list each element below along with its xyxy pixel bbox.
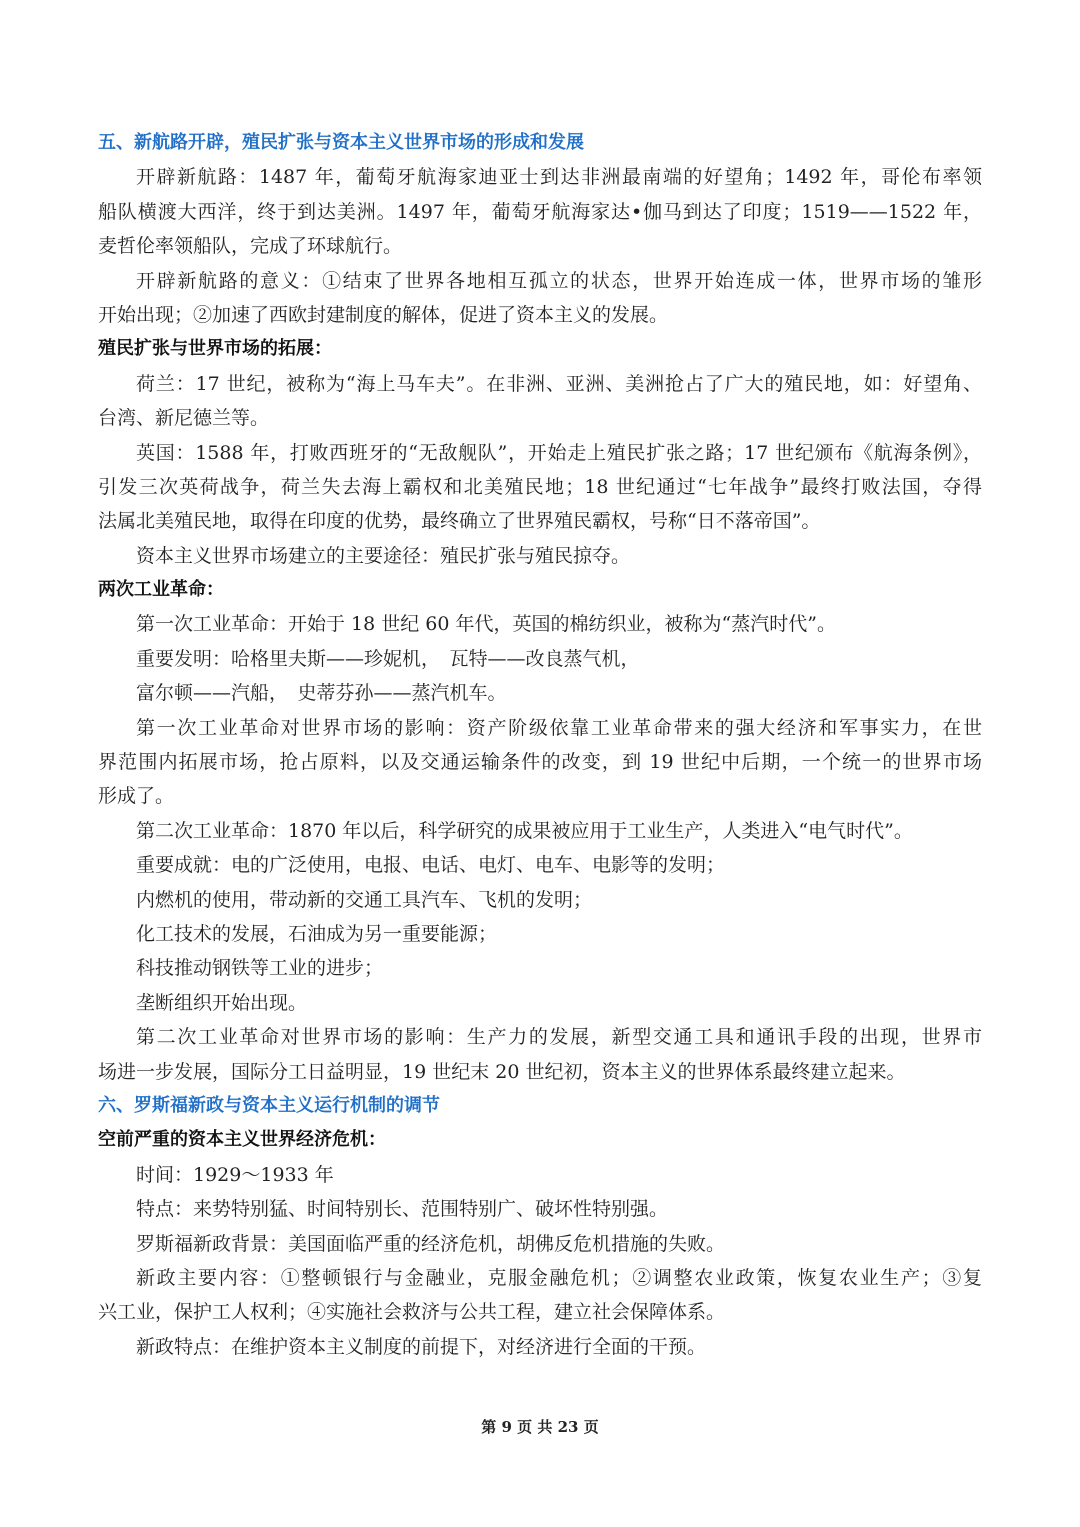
paragraph-line: 场进一步发展，国际分工日益明显，19 世纪末 20 世纪初，资本主义的世界体系最终建立起来。 <box>98 1060 906 1083</box>
paragraph-line: 重要发明：哈格里夫斯——珍妮机， 瓦特——改良蒸气机， <box>136 647 640 670</box>
paragraph-line: 兴工业，保护工人权利；④实施社会救济与公共工程，建立社会保障体系。 <box>98 1301 726 1324</box>
paragraph-line: 引发三次英荷战争，荷兰失去海上霸权和北美殖民地；18 世纪通过“七年战争”最终打败法国，夺得 <box>98 475 982 498</box>
industrial-heading: 两次工业革命： <box>98 579 224 601</box>
paragraph-line: 法属北美殖民地，取得在印度的优势，最终确立了世界殖民霸权，号称“日不落帝国”。 <box>98 510 821 533</box>
paragraph-line: 富尔顿——汽船， 史蒂芬孙——蒸汽机车。 <box>136 682 507 705</box>
paragraph-line: 化工技术的发展，石油成为另一重要能源； <box>136 922 498 945</box>
paragraph-line: 科技推动钢铁等工业的进步； <box>136 957 384 980</box>
paragraph-line: 第二次工业革命对世界市场的影响：生产力的发展，新型交通工具和通讯手段的出现，世界市 <box>136 1026 982 1049</box>
paragraph-line: 第二次工业革命：1870 年以后，科学研究的成果被应用于工业生产，人类进入“电气时代”。 <box>136 819 913 842</box>
document-body <box>98 126 982 1364</box>
paragraph-line: 重要成就：电的广泛使用，电报、电话、电灯、电车、电影等的发明； <box>136 854 726 877</box>
paragraph-line: 时间：1929～1933 年 <box>136 1163 334 1186</box>
paragraph-line: 罗斯福新政背景：美国面临严重的经济危机，胡佛反危机措施的失败。 <box>136 1232 726 1255</box>
paragraph-line: 船队横渡大西洋，终于到达美洲。1497 年，葡萄牙航海家达•伽马到达了印度；1519——1522 年， <box>98 200 982 223</box>
crisis-heading: 空前严重的资本主义世界经济危机： <box>98 1129 386 1151</box>
paragraph-line: 垄断组织开始出现。 <box>136 991 308 1014</box>
paragraph-line: 麦哲伦率领船队，完成了环球航行。 <box>98 235 403 258</box>
paragraph-line: 开始出现；②加速了西欧封建制度的解体，促进了资本主义的发展。 <box>98 303 669 326</box>
section-5-title: 五、新航路开辟，殖民扩张与资本主义世界市场的形成和发展 <box>98 132 584 153</box>
paragraph-line: 第一次工业革命：开始于 18 世纪 60 年代，英国的棉纺织业，被称为“蒸汽时代”。 <box>136 613 836 636</box>
paragraph-line: 新政特点：在维护资本主义制度的前提下，对经济进行全面的干预。 <box>136 1335 707 1358</box>
paragraph-line: 资本主义世界市场建立的主要途径：殖民扩张与殖民掠夺。 <box>136 544 631 567</box>
section-6-title: 六、罗斯福新政与资本主义运行机制的调节 <box>98 1094 440 1116</box>
paragraph-line: 台湾、新尼德兰等。 <box>98 407 270 430</box>
paragraph-line: 形成了。 <box>98 785 175 808</box>
page-number: 第 9 页 共 23 页 <box>481 1418 599 1436</box>
paragraph-line: 第一次工业革命对世界市场的影响：资产阶级依靠工业革命带来的强大经济和军事实力，在世 <box>136 716 982 739</box>
paragraph-line: 开辟新航路：1487 年，葡萄牙航海家迪亚士到达非洲最南端的好望角；1492 年，哥伦布率领 <box>136 166 982 189</box>
paragraph-line: 界范围内拓展市场，抢占原料，以及交通运输条件的改变，到 19 世纪中后期，一个统一的世界市场 <box>98 751 982 774</box>
paragraph-line: 特点：来势特别猛、时间特别长、范围特别广、破坏性特别强。 <box>136 1198 669 1221</box>
paragraph-line: 荷兰：17 世纪，被称为“海上马车夫”。在非洲、亚洲、美洲抢占了广大的殖民地，如：好望角、 <box>136 372 982 395</box>
colonial-heading: 殖民扩张与世界市场的拓展： <box>98 338 332 360</box>
paragraph-line: 开辟新航路的意义：①结束了世界各地相互孤立的状态，世界开始连成一体，世界市场的雏形 <box>136 269 982 292</box>
paragraph-line: 新政主要内容：①整顿银行与金融业，克服金融危机；②调整农业政策，恢复农业生产；③复 <box>136 1266 982 1289</box>
paragraph-line: 英国：1588 年，打败西班牙的“无敌舰队”，开始走上殖民扩张之路；17 世纪颁布《航海条例》， <box>136 441 982 464</box>
paragraph-line: 内燃机的使用，带动新的交通工具汽车、飞机的发明； <box>136 888 593 911</box>
